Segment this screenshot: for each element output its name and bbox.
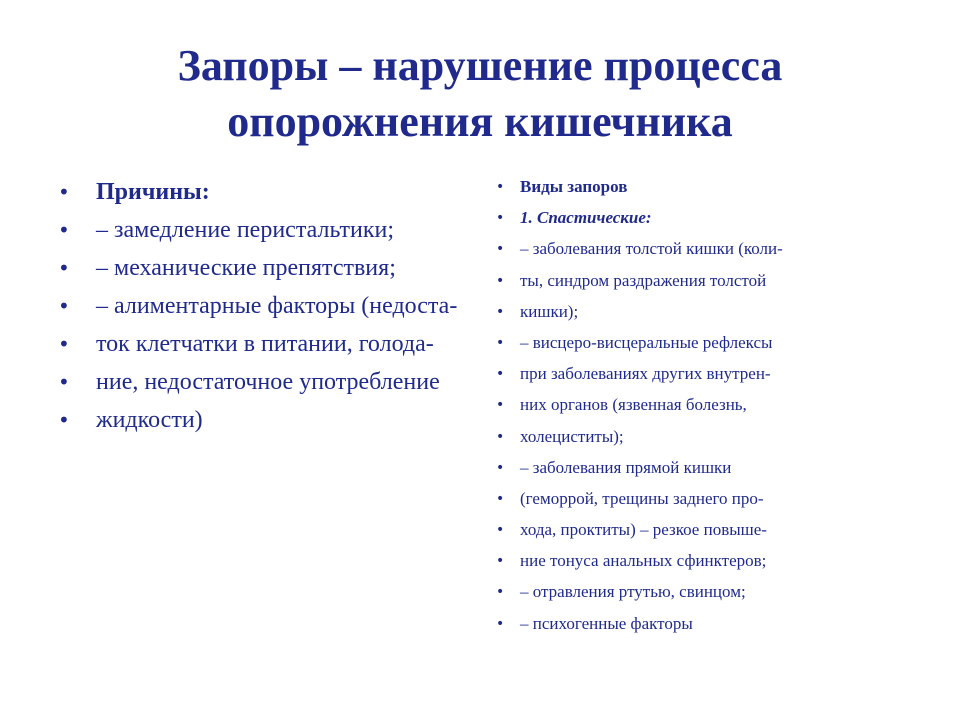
bullet-icon: • xyxy=(58,256,70,280)
list-item-text: – отравления ртутью, свинцом; xyxy=(520,582,746,602)
list-item-text: – алиментарные факторы (недоста- xyxy=(96,293,458,319)
list-item xyxy=(496,332,916,354)
causes-list xyxy=(58,176,478,442)
list-item-text: ток клетчатки в питании, голода- xyxy=(96,331,434,357)
bullet-icon: • xyxy=(496,553,505,570)
types-heading: Виды запоров xyxy=(520,177,628,196)
bullet-icon: • xyxy=(496,522,505,539)
list-item-text: хода, проктиты) – резкое повыше- xyxy=(520,520,767,540)
list-item xyxy=(58,366,478,398)
bullet-icon: • xyxy=(58,294,70,318)
title-line-1: Запоры – нарушение процесса xyxy=(177,41,783,90)
causes-heading: Причины: xyxy=(96,179,210,205)
list-item xyxy=(496,301,916,323)
list-item xyxy=(496,613,916,635)
list-item-text: – заболевания толстой кишки (коли- xyxy=(520,239,783,259)
bullet-icon: • xyxy=(496,241,505,258)
list-item-text: ние, недостаточное употребление xyxy=(96,369,440,395)
list-item-text: – заболевания прямой кишки xyxy=(520,457,732,477)
bullet-icon: • xyxy=(58,218,70,242)
list-item xyxy=(58,176,478,208)
list-item xyxy=(496,457,916,479)
list-item xyxy=(496,519,916,541)
list-item xyxy=(58,290,478,322)
bullet-icon: • xyxy=(58,408,70,432)
bullet-icon: • xyxy=(496,490,505,507)
list-item-text: холециститы); xyxy=(520,426,624,446)
list-item xyxy=(496,238,916,260)
bullet-icon: • xyxy=(496,334,505,351)
bullet-icon: • xyxy=(496,397,505,414)
bullet-icon: • xyxy=(496,303,505,320)
list-item xyxy=(496,550,916,572)
list-item-text: при заболеваниях других внутрен- xyxy=(520,364,771,384)
list-item xyxy=(58,214,478,246)
bullet-icon: • xyxy=(58,180,70,204)
bullet-icon: • xyxy=(496,366,505,383)
bullet-icon: • xyxy=(496,615,505,632)
list-item-text: ние тонуса анальных сфинктеров; xyxy=(520,551,767,571)
title-line-2: опорожнения кишечника xyxy=(227,97,733,146)
bullet-icon: • xyxy=(496,210,505,227)
bullet-icon: • xyxy=(496,428,505,445)
types-list xyxy=(496,176,916,644)
list-item xyxy=(496,394,916,416)
list-item xyxy=(496,363,916,385)
bullet-icon: • xyxy=(58,370,70,394)
bullet-icon: • xyxy=(496,459,505,476)
list-item-text: – психогенные факторы xyxy=(520,613,693,633)
list-item xyxy=(496,207,916,229)
bullet-icon: • xyxy=(496,272,505,289)
bullet-icon: • xyxy=(496,179,505,195)
list-item-text: – механические препятствия; xyxy=(96,255,396,281)
bullet-icon: • xyxy=(58,332,70,356)
bullet-icon: • xyxy=(496,584,505,601)
list-item-text: них органов (язвенная болезнь, xyxy=(520,395,747,415)
list-item-text: – замедление перистальтики; xyxy=(96,217,394,243)
list-item-text: жидкости) xyxy=(96,407,203,433)
list-item xyxy=(496,426,916,448)
list-item xyxy=(496,270,916,292)
list-item xyxy=(496,488,916,510)
list-item xyxy=(58,404,478,436)
list-item xyxy=(496,581,916,603)
slide-title xyxy=(60,38,900,150)
spastic-subheading: 1. Спастические: xyxy=(520,208,652,228)
list-item-text: – висцеро-висцеральные рефлексы xyxy=(520,332,773,352)
list-item xyxy=(58,252,478,284)
list-item-text: (геморрой, трещины заднего про- xyxy=(520,488,764,508)
list-item xyxy=(496,176,916,198)
list-item-text: кишки); xyxy=(520,301,579,321)
list-item-text: ты, синдром раздражения толстой xyxy=(520,270,767,290)
list-item xyxy=(58,328,478,360)
